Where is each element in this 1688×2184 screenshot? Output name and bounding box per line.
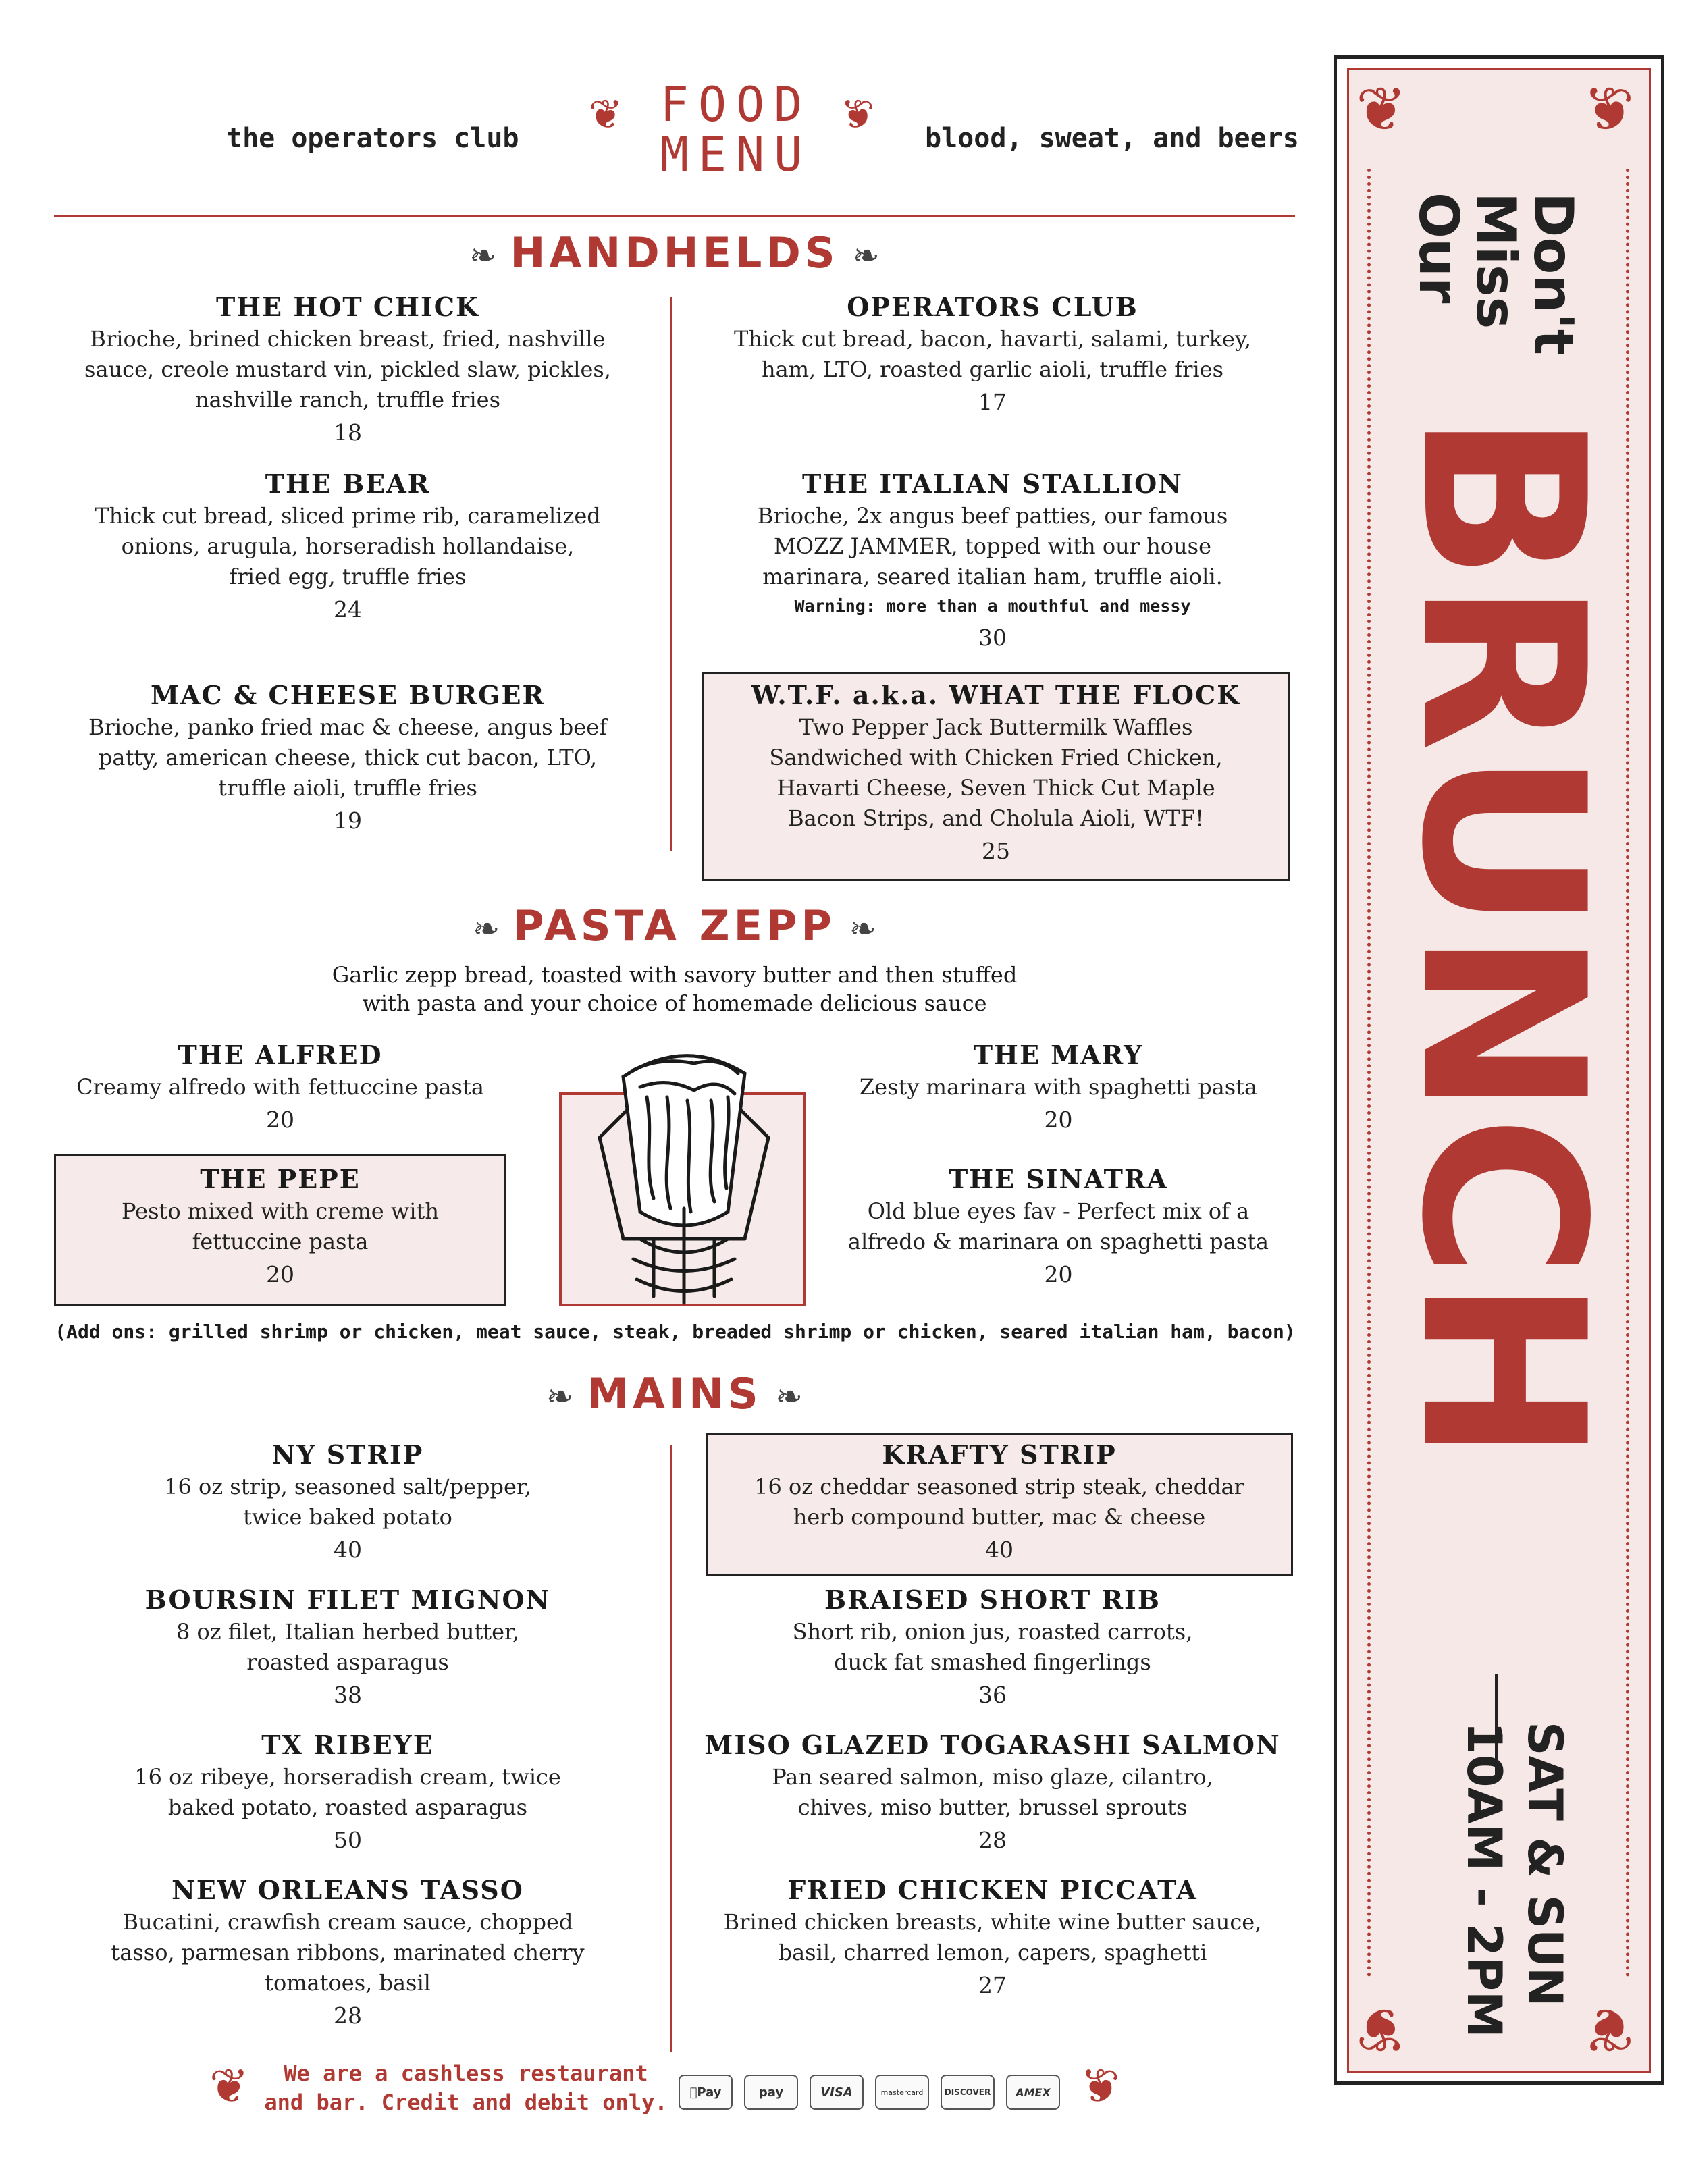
item-name: W.T.F. a.k.a. WHAT THE FLOCK (751, 680, 1241, 710)
item-name: THE BEAR (265, 469, 431, 499)
item-desc: Thick cut bread, bacon, havarti, salami, turkey, (734, 326, 1251, 352)
item-price: 36 (978, 1682, 1007, 1708)
amazon-pay-icon: pay (744, 2075, 798, 2110)
menu-item-alfred (41, 1038, 520, 1138)
item-desc: Brioche, 2x angus beef patties, our famous (757, 503, 1228, 529)
item-price: 17 (978, 389, 1007, 415)
item-name: THE ITALIAN STALLION (802, 469, 1183, 499)
item-price: 20 (1044, 1107, 1073, 1133)
item-price: 40 (985, 1537, 1013, 1563)
brunch-days: SAT & SUN (1517, 1722, 1573, 2007)
item-name: KRAFTY STRIP (882, 1439, 1117, 1470)
brunch-our: Our (1407, 192, 1470, 304)
menu-item-salmon (689, 1728, 1296, 1858)
menu-item-mac-cheese-burger (41, 678, 655, 838)
pasta-addons: (Add ons: grilled shrimp or chicken, meat sauce, steak, breaded shrimp or chicken, seared italian ham, bacon) (55, 1321, 1296, 1343)
apple-pay-icon: Pay (679, 2075, 733, 2110)
item-desc: fried egg, truffle fries (229, 564, 467, 589)
item-name: TX RIBEYE (261, 1730, 434, 1760)
brunch-dotted-border-left (1367, 169, 1371, 1978)
swirl-icon: ❧ (469, 236, 497, 275)
item-price: 30 (978, 624, 1007, 651)
item-desc: Bucatini, crawfish cream sauce, chopped (122, 1909, 573, 1935)
item-name: NEW ORLEANS TASSO (172, 1875, 524, 1905)
menu-item-italian-stallion (689, 467, 1296, 656)
item-desc: sauce, creole mustard vin, pickled slaw, pickles, (84, 356, 611, 382)
item-desc: onions, arugula, horseradish hollandaise, (121, 533, 575, 559)
item-desc: 16 oz ribeye, horseradish cream, twice (134, 1764, 561, 1790)
corner-ornament-icon: ❦ (1583, 74, 1635, 145)
item-desc: Two Pepper Jack Buttermilk Waffles (799, 714, 1193, 740)
item-desc: Zesty marinara with spaghetti pasta (859, 1074, 1258, 1100)
item-desc: Old blue eyes fav - Perfect mix of a (867, 1198, 1250, 1224)
menu-item-ny-strip (41, 1438, 655, 1568)
item-name: OPERATORS CLUB (847, 292, 1138, 322)
brunch-dont: Don't (1522, 192, 1585, 356)
swirl-icon: ❧ (852, 236, 880, 275)
item-desc: nashville ranch, truffle fries (194, 387, 501, 412)
header-divider (54, 215, 1295, 217)
item-price: 20 (266, 1261, 294, 1287)
mastercard-icon: mastercard (875, 2075, 929, 2110)
pasta-intro-line: Garlic zepp bread, toasted with savory butter and then stuffed (332, 962, 1018, 988)
menu-item-hot-chick (41, 290, 655, 450)
pasta-heading: ❧ PASTA ZEPP ❧ (472, 901, 877, 951)
item-desc: roasted asparagus (246, 1649, 449, 1675)
item-desc: chives, miso butter, brussel sprouts (797, 1794, 1188, 1820)
item-desc: 16 oz cheddar seasoned strip steak, cheddar (754, 1474, 1244, 1499)
item-desc: Brioche, brined chicken breast, fried, nashville (90, 326, 606, 352)
mains-heading: ❧ MAINS ❧ (546, 1369, 803, 1418)
item-price: 19 (334, 807, 362, 834)
item-desc: MOZZ JAMMER, topped with our house (773, 533, 1212, 559)
menu-item-sinatra (820, 1163, 1296, 1292)
swirl-icon: ❧ (849, 909, 877, 948)
menu-item-short-rib (689, 1583, 1296, 1713)
cashless-line: and bar. Credit and debit only. (264, 2089, 668, 2115)
item-name: THE HOT CHICK (215, 292, 480, 322)
item-desc: fettuccine pasta (192, 1229, 369, 1254)
menu-item-boursin (41, 1583, 655, 1713)
mains-column-divider (670, 1445, 672, 2052)
item-desc: Pan seared salmon, miso glaze, cilantro, (772, 1764, 1213, 1790)
item-name: FRIED CHICKEN PICCATA (787, 1875, 1198, 1905)
item-price: 20 (266, 1107, 294, 1133)
item-desc: basil, charred lemon, capers, spaghetti (778, 1940, 1207, 1965)
item-desc: patty, american cheese, thick cut bacon, LTO, (98, 745, 598, 770)
item-name: THE PEPE (200, 1164, 361, 1194)
item-name: MAC & CHEESE BURGER (150, 680, 546, 710)
item-desc: 16 oz strip, seasoned salt/pepper, (164, 1474, 531, 1499)
item-name: THE MARY (973, 1040, 1144, 1070)
corner-ornament-icon: ❦ (1356, 74, 1407, 145)
left-tagline: the operators club (226, 123, 519, 154)
menu-item-mary (820, 1038, 1296, 1138)
item-price: 28 (978, 1827, 1007, 1853)
cashless-line: We are a cashless restaurant (284, 2060, 648, 2086)
item-desc: herb compound butter, mac & cheese (793, 1504, 1206, 1530)
left-flourish-icon: ❦ (589, 91, 623, 138)
item-name: NY STRIP (271, 1439, 424, 1470)
item-price: 38 (334, 1682, 362, 1708)
item-price: 24 (334, 596, 362, 622)
corner-ornament-icon: ❦ (1583, 1994, 1635, 2065)
item-desc: Brined chicken breasts, white wine butter sauce, (723, 1909, 1262, 1935)
item-desc: Creamy alfredo with fettuccine pasta (76, 1074, 484, 1100)
item-desc: duck fat smashed fingerlings (834, 1649, 1151, 1675)
item-desc: truffle aioli, truffle fries (218, 775, 477, 801)
title-line-menu: MENU (660, 127, 812, 182)
handhelds-heading: ❧ HANDHELDS ❧ (469, 228, 880, 277)
item-price: 20 (1044, 1261, 1073, 1287)
item-desc: Pesto mixed with creme with (122, 1198, 439, 1224)
item-name: MISO GLAZED TOGARASHI SALMON (704, 1730, 1281, 1760)
menu-item-bear (41, 467, 655, 627)
menu-item-ribeye (41, 1728, 655, 1858)
item-price: 25 (982, 838, 1010, 864)
item-desc: alfredo & marinara on spaghetti pasta (847, 1229, 1269, 1254)
visa-icon: VISA (810, 2075, 864, 2110)
item-desc: tomatoes, basil (265, 1970, 431, 1996)
item-desc: Bacon Strips, and Cholula Aioli, WTF! (788, 805, 1204, 831)
menu-item-wtf (702, 678, 1290, 869)
item-desc: ham, LTO, roasted garlic aioli, truffle fries (762, 356, 1223, 382)
menu-item-krafty-strip (706, 1438, 1293, 1568)
amex-icon: AMEX (1006, 2075, 1060, 2110)
item-name: THE ALFRED (178, 1040, 383, 1070)
cashless-notice (263, 2059, 668, 2117)
swirl-icon: ❧ (472, 909, 500, 948)
right-flourish-icon: ❦ (841, 91, 875, 138)
item-name: BOURSIN FILET MIGNON (144, 1584, 551, 1615)
pasta-intro (54, 961, 1295, 1017)
item-desc: 8 oz filet, Italian herbed butter, (176, 1619, 520, 1645)
item-desc: baked potato, roasted asparagus (167, 1794, 528, 1820)
brunch-title: BRUNCH (1373, 412, 1632, 1463)
item-name: THE SINATRA (948, 1164, 1169, 1194)
menu-item-tasso (41, 1873, 655, 2033)
zepp-sandwich-illustration (559, 1036, 809, 1306)
footer-right-flourish-icon: ❦ (1080, 2058, 1120, 2114)
item-desc: marinara, seared italian ham, truffle aioli. (762, 564, 1223, 589)
item-desc: Thick cut bread, sliced prime rib, caramelized (95, 503, 601, 529)
item-desc: twice baked potato (243, 1504, 452, 1530)
footer-left-flourish-icon: ❦ (209, 2058, 249, 2114)
handhelds-column-divider (670, 297, 672, 851)
item-desc: Sandwiched with Chicken Fried Chicken, (769, 745, 1223, 770)
item-desc: Short rib, onion jus, roasted carrots, (792, 1619, 1193, 1645)
menu-item-operators-club (689, 290, 1296, 420)
item-price: 18 (334, 419, 362, 446)
brunch-miss: Miss (1465, 192, 1527, 329)
item-desc: Havarti Cheese, Seven Thick Cut Maple (776, 775, 1215, 801)
menu-item-piccata (689, 1873, 1296, 2003)
item-name: BRAISED SHORT RIB (824, 1584, 1161, 1615)
right-tagline: blood, sweat, and beers (925, 123, 1299, 154)
title-line-food: FOOD (660, 77, 812, 132)
discover-icon: DISCOVER (941, 2075, 995, 2110)
item-price: 50 (334, 1827, 362, 1853)
item-desc: tasso, parmesan ribbons, marinated cherry (111, 1940, 585, 1965)
menu-item-pepe (54, 1163, 506, 1292)
swirl-icon: ❧ (775, 1377, 803, 1416)
item-warning: Warning: more than a mouthful and messy (794, 596, 1191, 616)
swirl-icon: ❧ (546, 1377, 574, 1416)
item-price: 28 (334, 2002, 362, 2029)
item-price: 40 (334, 1537, 362, 1563)
corner-ornament-icon: ❦ (1356, 1994, 1407, 2065)
brunch-hours: 10AM - 2PM (1456, 1722, 1512, 2038)
food-menu-title (648, 77, 824, 182)
item-price: 27 (978, 1972, 1007, 1998)
item-desc: Brioche, panko fried mac & cheese, angus beef (88, 714, 607, 740)
pasta-intro-line: with pasta and your choice of homemade delicious sauce (362, 990, 987, 1016)
